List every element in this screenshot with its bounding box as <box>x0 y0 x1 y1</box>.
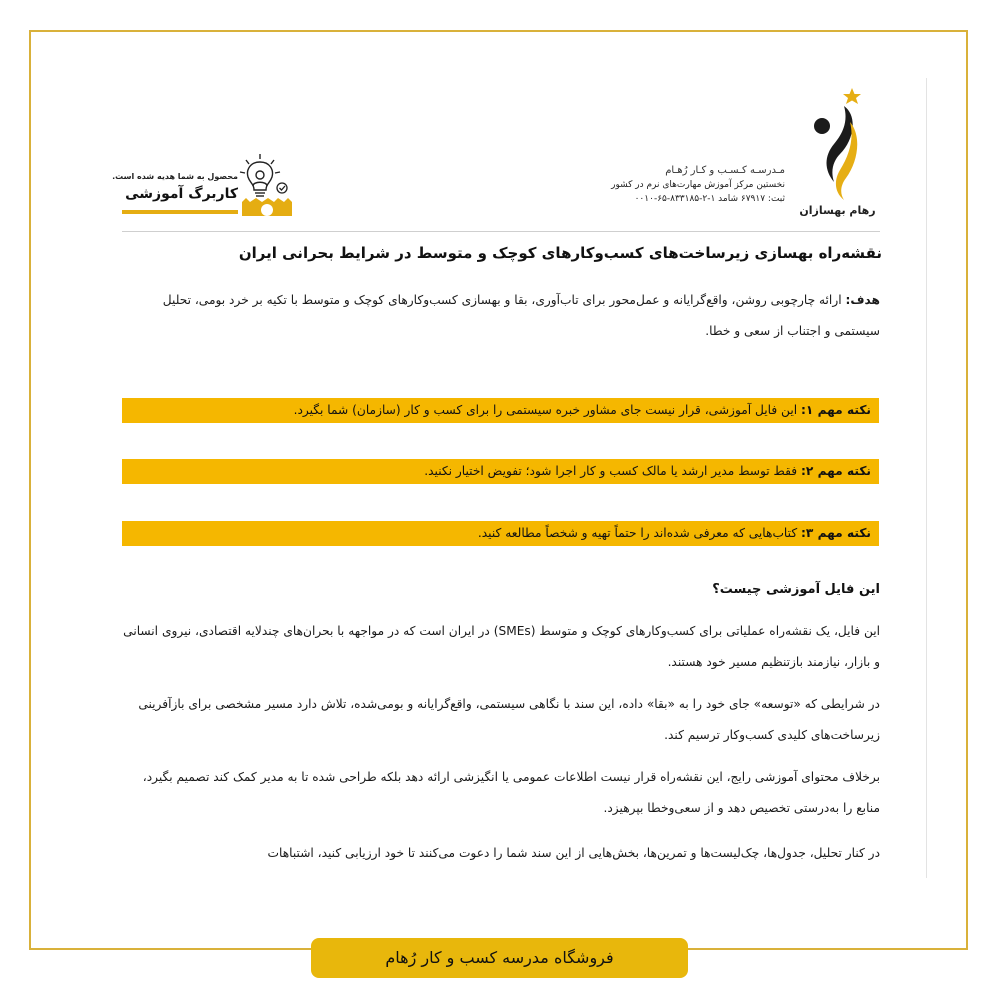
school-registration: ثبت: ۶۷۹۱۷ شامد ۱-۲-۸۳۳۱۸۵-۶۵-۰۰۱۰ <box>634 194 785 204</box>
note-3 <box>122 521 879 546</box>
school-name: مـدرسـه کـسـب و کـار رُهـام <box>665 165 785 176</box>
lightbulb-gear-icon <box>234 152 296 216</box>
document-title: نقشه‌راه بهسازی زیرساخت‌های کسب‌وکارهای کوچک و متوسط در شرایط بحرانی ایران <box>238 244 882 262</box>
rohām-logo-icon <box>800 82 880 222</box>
school-info <box>570 165 785 204</box>
goal-text: ارائه چارچوبی روشن، واقع‌گرایانه و عمل‌محور برای تاب‌آوری، بقا و بهسازی کسب‌وکارهای کوچک و متوسط با تکیه بر خرد بومی، تحلیل سیستمی و اجتناب از سعی و خطا. <box>162 293 880 338</box>
badge-gift-text: محصول به شما هدیه شده است. <box>112 172 238 181</box>
note-1 <box>122 398 879 423</box>
body-paragraph: برخلاف محتوای آموزشی رایج، این نقشه‌راه قرار نیست اطلاعات عمومی یا انگیزشی ارائه دهد بلکه طراحی شده تا به مدیر کمک کند تصمیم بگیرد، منابع را به‌درستی تخصیص دهد و از سعی‌وخطا بپرهیزد. <box>142 770 880 815</box>
body-paragraph: در شرایطی که «توسعه» جای خود را به «بقا» داده، این سند با نگاهی سیستمی، واقع‌گرایانه و بومی‌شده، تلاش دارد مسیر مشخصی برای بازآفرینی زیرساخت‌های کلیدی کسب‌وکار ترسیم کند. <box>138 697 880 742</box>
note-label: نکته مهم ۳: <box>801 526 871 540</box>
note-text: این فایل آموزشی، قرار نیست جای مشاور خبره سیستمی را برای کسب و کار (سازمان) شما بگیرد. <box>293 403 801 417</box>
note-text: کتاب‌هایی که معرفی شده‌اند را حتماً تهیه و شخصاً مطالعه کنید. <box>477 526 801 540</box>
note-label: نکته مهم ۱: <box>801 403 871 417</box>
badge-title: کاربرگ آموزشی <box>125 186 238 202</box>
body-paragraph: این فایل، یک نقشه‌راه عملیاتی برای کسب‌وکارهای کوچک و متوسط (SMEs) در ایران است که در مواجهه با بحران‌های چندلایه اقتصادی، نیروی انسانی و بازار، نیازمند بازتنظیم مسیر خود هستند. <box>123 624 880 669</box>
goal-label: هدف: <box>845 293 880 307</box>
school-tagline: نخستین مرکز آموزش مهارت‌های نرم در کشور <box>611 180 785 190</box>
note-2 <box>122 459 879 484</box>
section-heading: این فایل آموزشی چیست؟ <box>712 582 880 597</box>
goal-paragraph <box>118 285 880 347</box>
body-paragraph: در کنار تحلیل، جدول‌ها، چک‌لیست‌ها و تمرین‌ها، بخش‌هایی از این سند شما را دعوت می‌کنند تا خود ارزیابی کنید، اشتباهات <box>267 846 880 860</box>
note-label: نکته مهم ۲: <box>801 464 871 478</box>
header-rule <box>122 231 880 232</box>
note-text: فقط توسط مدیر ارشد یا مالک کسب و کار اجرا شود؛ تفویض اختیار نکنید. <box>424 464 801 478</box>
store-link-button[interactable]: فروشگاه مدرسه کسب و کار رُهام <box>311 938 688 978</box>
logo-caption: رهام بهسازان <box>799 204 876 217</box>
badge-underline <box>122 210 238 214</box>
